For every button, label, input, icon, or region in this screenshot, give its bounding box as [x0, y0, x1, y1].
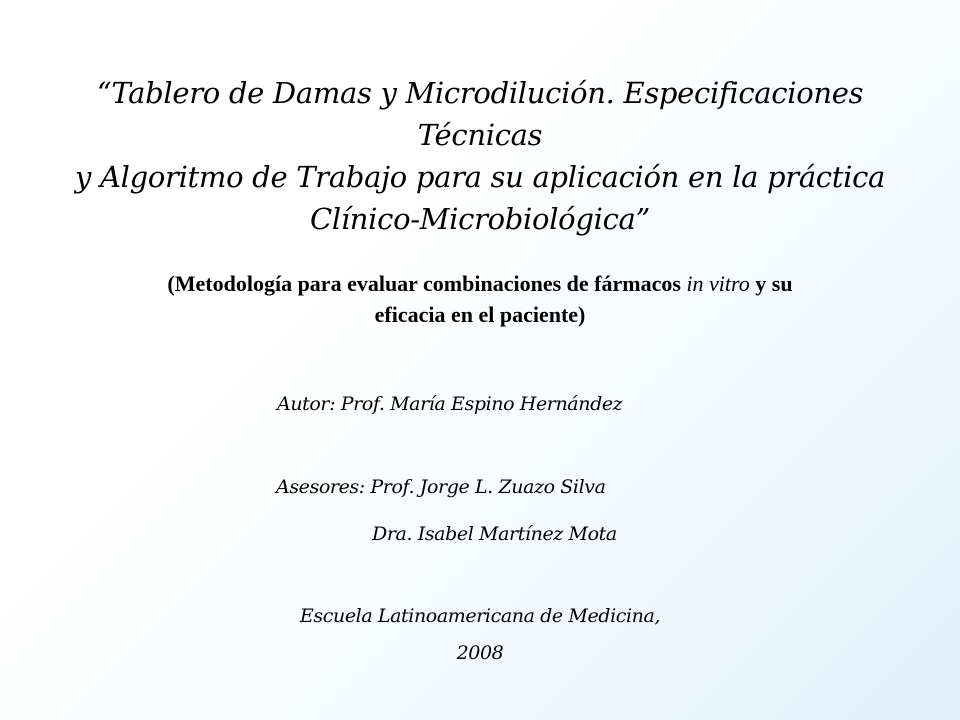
slide-title [60, 72, 900, 240]
subtitle-text-1: (Metodología para evaluar combinaciones de fármacos [167, 271, 687, 296]
author-line: Autor: Prof. María Espino Hernández [277, 393, 623, 415]
subtitle-text-2: y su eficacia en el paciente) [374, 271, 793, 327]
institution-year: 2008 [456, 642, 504, 664]
advisors-line-1: Asesores: Prof. Jorge L. Zuazo Silva [276, 476, 606, 498]
subtitle-italic-term: in vitro [686, 271, 750, 296]
title-line-3: Clínico-Microbiológica” [309, 202, 651, 236]
slide-subtitle [130, 268, 830, 330]
institution-block [230, 598, 730, 672]
advisors-line-2: Dra. Isabel Martínez Mota [372, 523, 617, 545]
title-line-2: y Algoritmo de Trabajo para su aplicación en la práctica [74, 160, 886, 194]
institution-name: Escuela Latinoamericana de Medicina, [299, 605, 661, 627]
title-line-1: “Tablero de Damas y Microdilución. Especificaciones Técnicas [96, 76, 864, 152]
